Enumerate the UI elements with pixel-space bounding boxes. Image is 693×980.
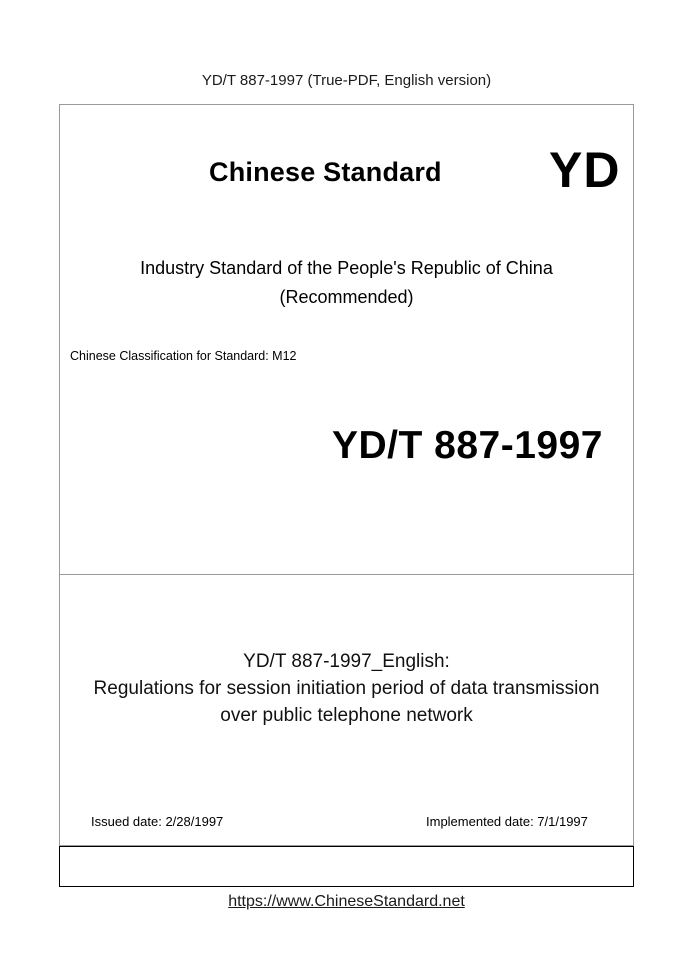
document-title-line-3: over public telephone network xyxy=(220,705,473,726)
footer-link[interactable]: https://www.ChineseStandard.net xyxy=(228,893,465,910)
standard-mark: YD xyxy=(549,142,621,198)
recommended-label: (Recommended) xyxy=(279,287,414,307)
classification-text: Chinese Classification for Standard: M12 xyxy=(70,349,297,363)
cover-bottom-panel xyxy=(59,846,634,887)
cover-heading: Chinese Standard xyxy=(209,157,442,187)
industry-standard-line: Industry Standard of the People's Republic of China xyxy=(140,258,553,278)
issued-date: Issued date: 2/28/1997 xyxy=(91,814,224,829)
document-title-line-1: YD/T 887-1997_English: xyxy=(243,651,450,672)
standard-number: YD/T 887-1997 xyxy=(332,424,603,467)
page-header-title: YD/T 887-1997 (True-PDF, English version) xyxy=(201,72,492,89)
document-title-line-2: Regulations for session initiation period of data transmission xyxy=(93,678,600,699)
implemented-date: Implemented date: 7/1/1997 xyxy=(426,814,588,829)
